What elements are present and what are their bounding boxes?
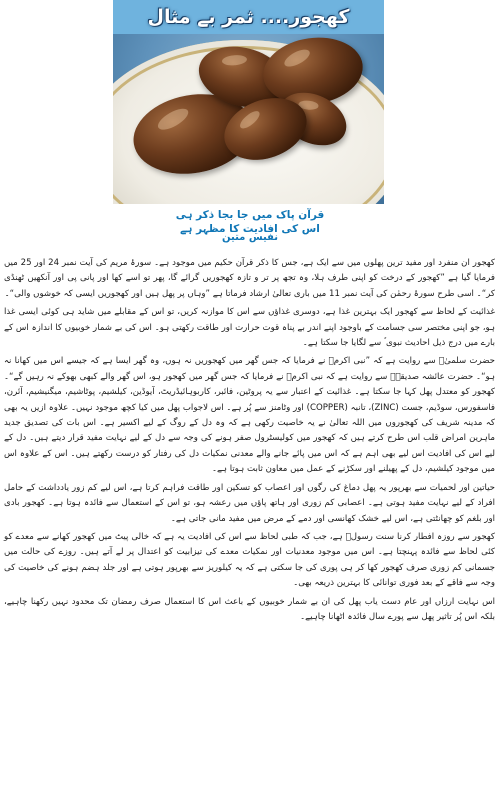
dates-photo	[113, 0, 384, 204]
paragraph: حیاتین اور لحمیات سے بھرپور یہ پھل دماغ کی رگوں اور اعصاب کو تسکین اور طاقت فراہم کرتا ہے، اس لیے کم زور یادداشت کے حامل افراد کے لیے نہایت مفید ہوتی ہے۔ اعصابی کم زوری اور ہاتھ پاؤں میں رعشہ ہو، تو اس کے استعمال سے فائدہ ہوتا ہے۔ کھجور بادی اور بلغم کو چھانٹتی ہے، اس لیے خشک کھانسی اور دمے کے مرض میں مفید مانی جاتی ہے۔	[4, 482, 495, 524]
paragraph: حضرت سلمیٰؓ سے روایت ہے کہ ”نبی اکرمؐ نے فرمایا کہ جس گھر میں کھجوریں نہ ہوں، وہ گھر ایسا ہے کہ جیسے اس میں کھانا نہ ہو“۔ حضرت عائشہ صدیقہؓ سے روایت ہے کہ نبی اکرمؐ نے فرمایا کہ جس گھر میں کھجور ہو، اس گھر والے کبھی بھوکے نہ رہیں گے“۔ کھجور کو معتدل پھل کہا جا سکتا ہے۔ غذائیت کے اعتبار سے یہ پروٹین، فائبر، کاربوہائیڈریٹ، آیوڈین، کیلشیم، پوٹاشیم، میگنیشیم، آئرن، فاسفورس، سوڈیم، جست (ZINC)، تانبہ (COPPER) اور وٹامنز سے پُر ہے۔ اس لاجواب پھل میں کیا کچھ موجود نہیں۔ علاوہ ازیں یہ بھی کہ مدینہ شریف کی کھجوروں میں اللہ تعالیٰ نے یہ خاصیت رکھی ہے کہ وہ دل کے روگ کے لیے اکسیر ہے۔ اس بات کی تصدیق جدید ماہرین امراض قلب اس طرح کرتے ہیں کہ کھجور میں کولیسٹرول صفر ہونے کی وجہ سے دل کے لیے نہایت مفید قرار دیتے ہیں۔ دل کے لیے اس کی افادیت اس لیے بھی اہم ہے کہ اس میں پائے جانے والے معدنی نمکیات دل کی رفتار کو درست رکھتے ہیں۔ اس کے علاوہ اس میں موجود کیلشیم، دل کے پھیلنے اور سکڑنے کے عمل میں معاون ثابت ہوتا ہے۔	[4, 356, 495, 475]
title-banner	[113, 0, 384, 34]
paragraph: کھجور سے روزہ افطار کرنا سنت رسولؐ ہے، جب کہ طبی لحاظ سے اس کی افادیت یہ ہے کہ خالی پیٹ میں کھجور کھانے سے معدے کو کئی لحاظ سے فائدہ پہنچتا ہے۔ اس میں موجود معدنیات اور نمکیات معدے کی تیزابیت کو اعتدال پر لے آتے ہیں۔ روزے کی حالت میں جسمانی کم زوری صرف کھجور کھا کر ہی پوری کی جا سکتی ہے کہ یہ کیلوریز سے بھرپور ہوتی ہے اور جلد ہضم ہونے کی خاصیت کی وجہ سے فاقے کے بعد فوری توانائی کا بہترین ذریعہ بھی۔	[4, 531, 495, 589]
article-title: کھجور.... ثمر بے مثال	[147, 6, 350, 28]
article-body	[4, 256, 495, 786]
paragraph: غذائیت کے لحاظ سے کھجور ایک بہترین غذا ہے، دوسری غذاؤں سے اس کا موازنہ کریں، تو اس کے مقابلے میں شاید ہی کوئی ایسی غذا ہو، جو اپنی مختصر سی جسامت کے باوجود اپنے اندر بے پناہ قوت حرارت اور طاقت رکھتی ہو۔ اس کی بے شمار خوبیوں کا اندازہ اس کے بارے میں درج ذیل احادیث نبوی ؐ سے لگایا جا سکتا ہے۔	[4, 307, 495, 349]
article-subtitle: قرآن پاک میں جا بجا ذکر ہی اس کی افادیت کا مظہر ہے	[175, 209, 325, 235]
author-name: نفیس متین	[221, 232, 278, 243]
paragraph: کھجور ان منفرد اور مفید ترین پھلوں میں سے ایک ہے، جس کا ذکر قرآن حکیم میں موجود ہے۔ سورۂ مریم کی آیت نمبر 24 اور 25 میں فرمایا گیا ہے ”کھجور کے درخت کو اپنی طرف ہلا، وہ تجھ پر تر و تازہ کھجوریں گرائے گا، پھر تو اسے کھا اور پانی پی اور آنکھیں ٹھنڈی کر“۔ اسی طرح سورۂ رحمٰن کی آیت نمبر 11 میں باری تعالیٰ ارشاد فرماتا ہے ”وہاں پر پھل ہیں اور کھجوریں ایسی کہ خوشوں والی“۔	[4, 258, 495, 299]
paragraph: اس نہایت ارزاں اور عام دست یاب پھل کی ان بے شمار خوبیوں کے باعث اس کا استعمال صرف رمضان تک محدود نہیں رکھنا چاہیے، بلکہ اس پُر تاثیر پھل سے پورے سال فائدہ اٹھانا چاہیے۔	[4, 596, 495, 622]
